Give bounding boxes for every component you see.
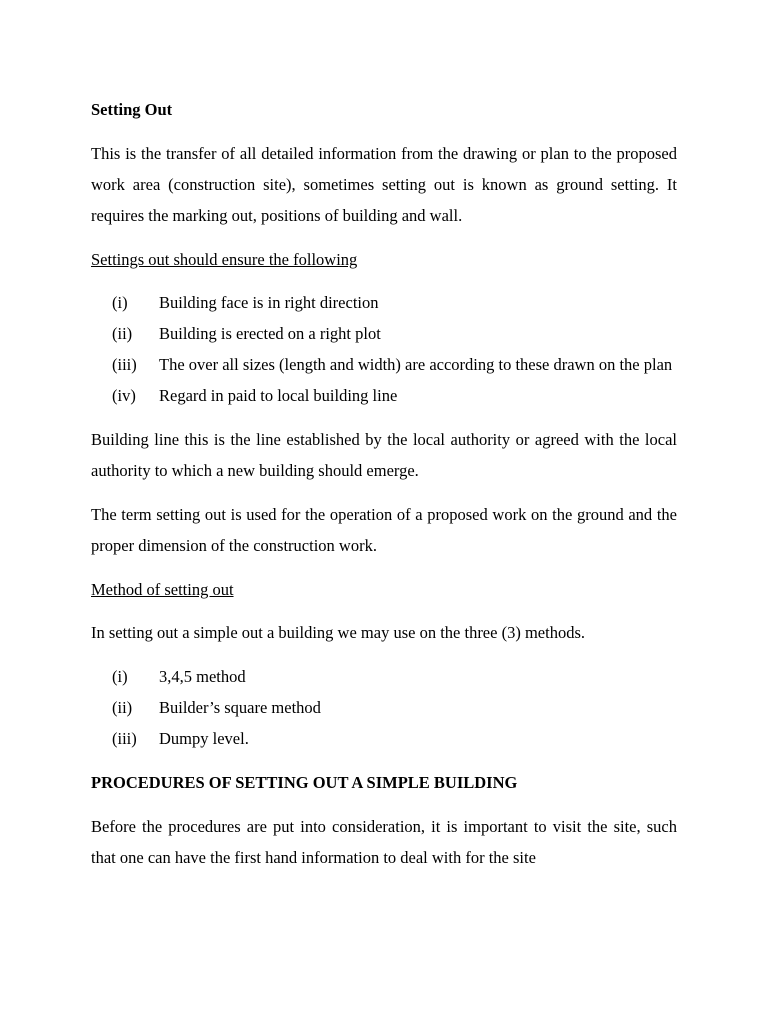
- list-item-text: Building is erected on a right plot: [159, 324, 381, 343]
- list-item-text: The over all sizes (length and width) are according to these drawn on the plan: [159, 355, 673, 374]
- list-item-text: Regard in paid to local building line: [159, 386, 398, 405]
- list-item: [91, 287, 677, 318]
- procedures-paragraph: Before the procedures are put into consideration, it is important to visit the site, such that one can have the first hand information to deal with for the site: [91, 817, 677, 867]
- term-paragraph: The term setting out is used for the operation of a proposed work on the ground and the proper dimension of the construction work.: [91, 505, 677, 555]
- list-item: [91, 692, 677, 723]
- method-list: [91, 661, 677, 754]
- list-item: [91, 723, 677, 754]
- building-line-paragraph: Building line this is the line established by the local authority or agreed with the local authority to which a new building should emerge.: [91, 430, 677, 480]
- list-item: [91, 318, 677, 349]
- list-marker: (ii): [112, 698, 133, 717]
- ensure-list: [91, 287, 677, 411]
- procedures-heading: PROCEDURES OF SETTING OUT A SIMPLE BUILDING: [91, 773, 518, 792]
- list-item: [91, 380, 677, 411]
- method-heading: Method of setting out: [91, 580, 234, 599]
- ensure-heading: Settings out should ensure the following: [91, 250, 358, 269]
- list-marker: (ii): [112, 324, 133, 343]
- section-title: Setting Out: [91, 100, 173, 119]
- list-item-text: Dumpy level.: [159, 729, 249, 748]
- list-item-text: Builder’s square method: [159, 698, 321, 717]
- list-marker: (i): [112, 293, 128, 312]
- list-marker: (iv): [112, 386, 136, 405]
- list-item-text: 3,4,5 method: [159, 667, 246, 686]
- intro-paragraph: This is the transfer of all detailed information from the drawing or plan to the proposed work area (construction site), sometimes setting out is known as ground setting. It requires the marking out, positions of building and wall.: [91, 144, 677, 225]
- list-marker: (iii): [112, 355, 137, 374]
- list-marker: (i): [112, 667, 128, 686]
- list-marker: (iii): [112, 729, 137, 748]
- method-intro-paragraph: In setting out a simple out a building we may use on the three (3) methods.: [91, 623, 585, 642]
- document-page: [91, 94, 677, 886]
- list-item: [91, 349, 677, 380]
- list-item-text: Building face is in right direction: [159, 293, 379, 312]
- list-item: [91, 661, 677, 692]
